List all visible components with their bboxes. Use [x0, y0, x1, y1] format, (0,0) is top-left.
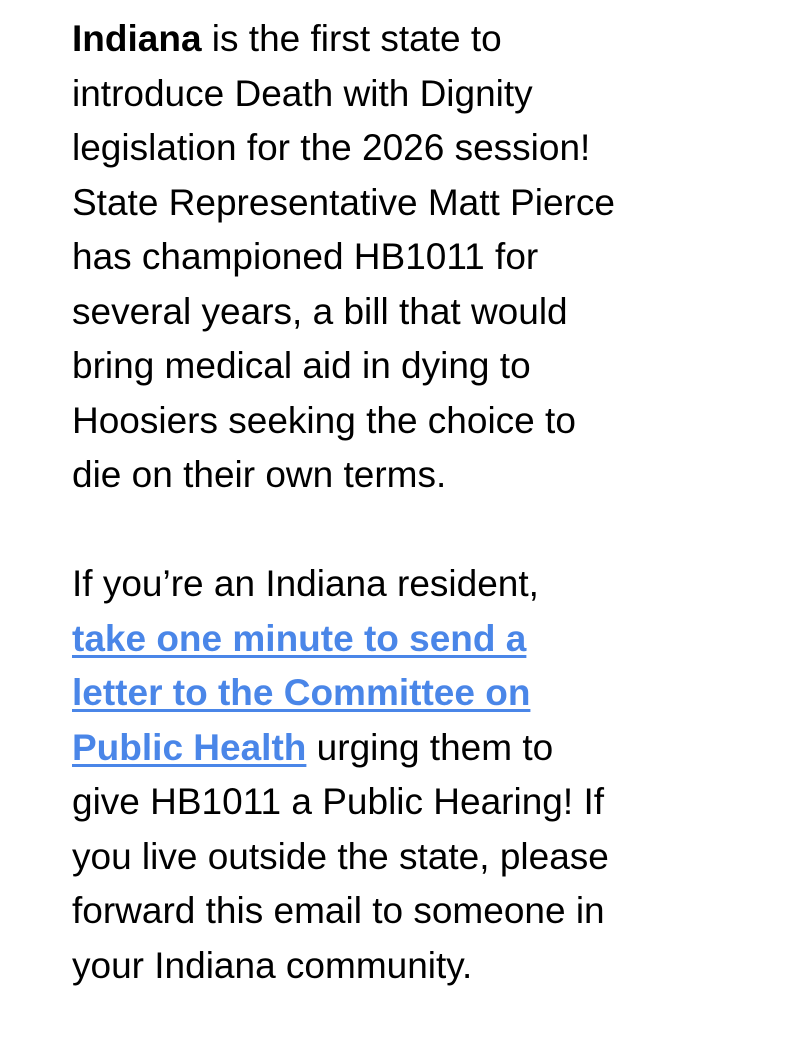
- state-name-bold: Indiana: [72, 18, 202, 59]
- paragraph-call-to-action: [72, 557, 615, 993]
- line: Hoosiers seeking the choice to: [72, 399, 576, 441]
- paragraph-intro: [72, 12, 615, 503]
- line: [72, 666, 615, 721]
- committee-letter-link[interactable]: Public Health: [72, 726, 307, 768]
- line: bring medical aid in dying to: [72, 345, 531, 386]
- line: Public Health urging them to: [72, 726, 554, 768]
- line: forward this email to someone in: [72, 890, 605, 931]
- line: give HB1011 a Public Hearing! If: [72, 781, 605, 822]
- line: die on their own terms.: [72, 454, 447, 495]
- line: has championed HB1011 for: [72, 236, 539, 277]
- line: State Representative Matt Pierce: [72, 181, 615, 223]
- line: introduce Death with Dignity: [72, 72, 533, 114]
- line: [72, 612, 615, 667]
- line: legislation for the 2026 session!: [72, 127, 591, 168]
- committee-letter-link[interactable]: letter to the Committee on: [72, 672, 531, 713]
- line: Indiana is the first state to: [72, 18, 502, 59]
- line: your Indiana community.: [72, 944, 473, 986]
- line: If you’re an Indiana resident,: [72, 563, 539, 604]
- line: you live outside the state, please: [72, 835, 609, 877]
- committee-letter-link[interactable]: take one minute to send a: [72, 617, 527, 659]
- email-body: [72, 12, 615, 1048]
- line: several years, a bill that would: [72, 290, 568, 332]
